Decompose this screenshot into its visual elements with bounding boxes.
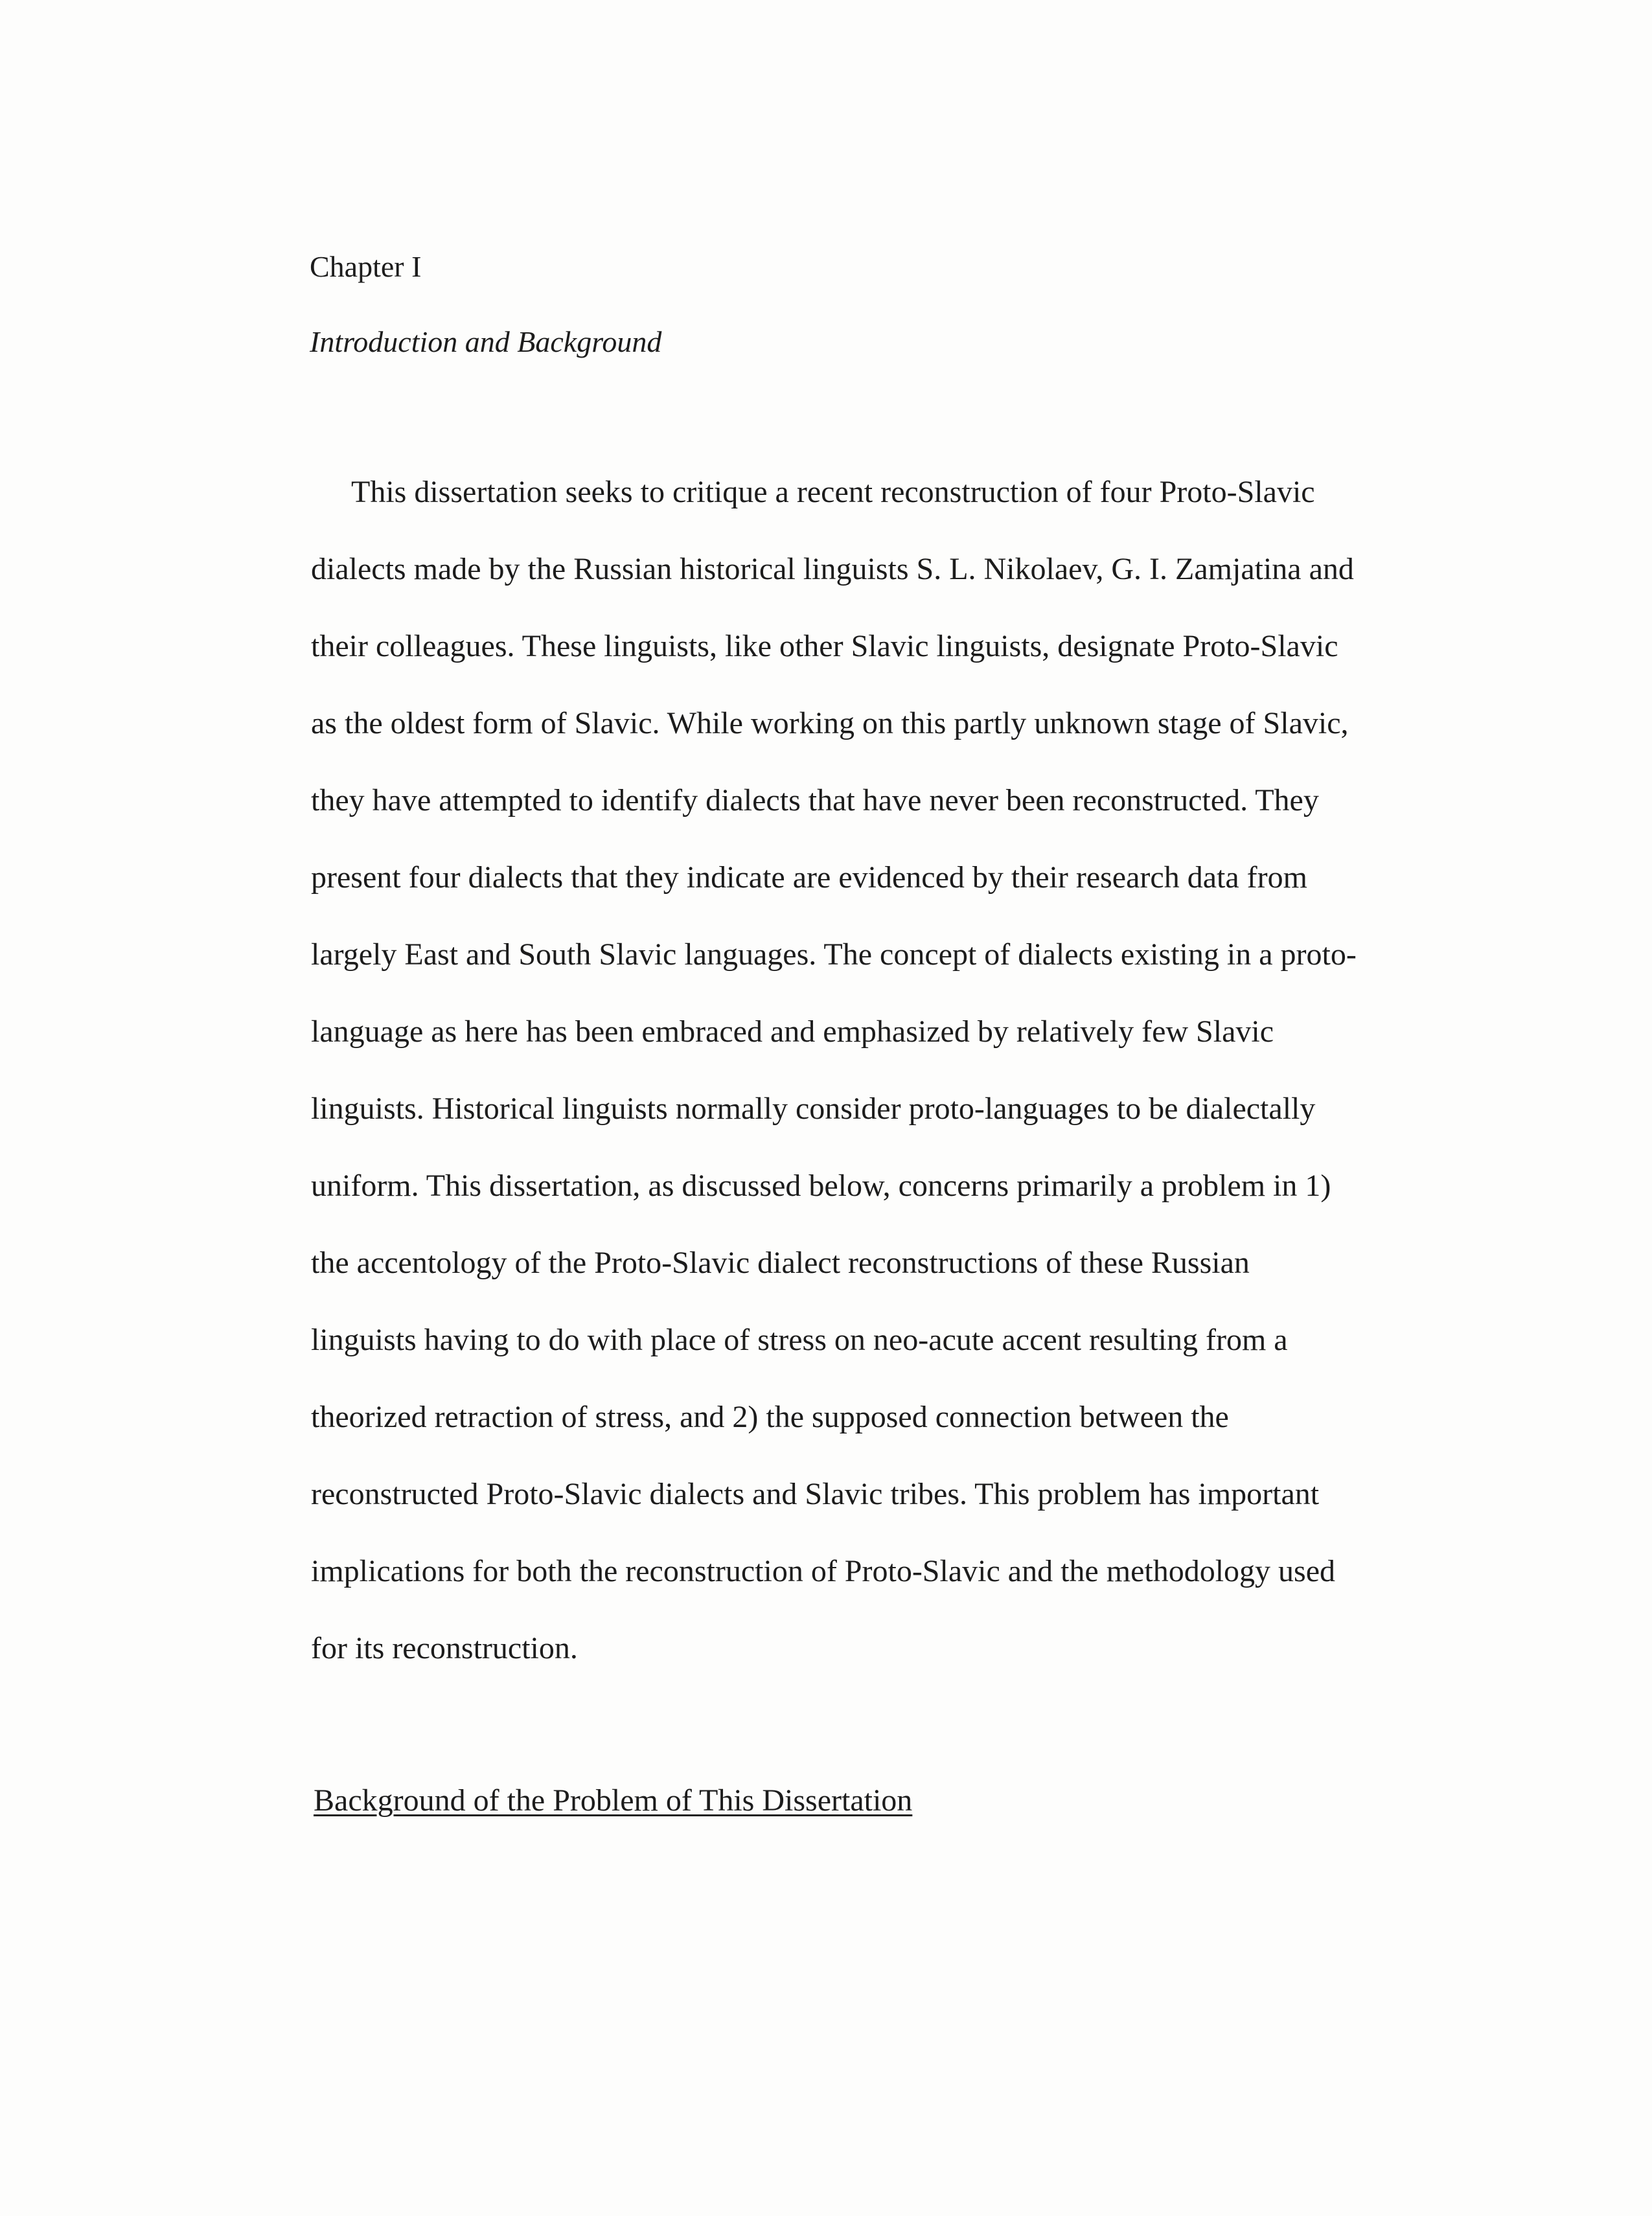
paragraph-line: uniform. This dissertation, as discussed below, concerns primarily a problem in 1) [311, 1169, 1331, 1203]
paragraph-line: as the oldest form of Slavic. While working on this partly unknown stage of Slavic, [311, 706, 1349, 740]
paragraph-line: for its reconstruction. [311, 1631, 578, 1665]
paragraph-line: the accentology of the Proto-Slavic dialect reconstructions of these Russian [311, 1246, 1250, 1280]
paragraph-line: implications for both the reconstruction of Proto-Slavic and the methodology used [311, 1554, 1336, 1588]
paragraph-line: linguists having to do with place of stress on neo-acute accent resulting from a [311, 1323, 1288, 1357]
paragraph-line: linguists. Historical linguists normally consider proto-languages to be dialectally [311, 1091, 1316, 1126]
paragraph-line: theorized retraction of stress, and 2) the supposed connection between the [311, 1400, 1229, 1434]
paragraph-line: dialects made by the Russian historical linguists S. L. Nikolaev, G. I. Zamjatina and [311, 552, 1354, 586]
paragraph-line: reconstructed Proto-Slavic dialects and Slavic tribes. This problem has important [311, 1477, 1320, 1511]
paragraph-line: they have attempted to identify dialects that have never been reconstructed. They [311, 783, 1319, 817]
chapter-label: Chapter I [310, 250, 422, 283]
intro-paragraph [311, 473, 1464, 1706]
paragraph-line: largely East and South Slavic languages. The concept of dialects existing in a proto- [311, 937, 1357, 972]
section-heading: Background of the Problem of This Dissertation [314, 1783, 913, 1818]
chapter-title: Introduction and Background [310, 325, 662, 358]
paragraph-line: their colleagues. These linguists, like other Slavic linguists, designate Proto-Slavic [311, 629, 1338, 663]
paragraph-line: present four dialects that they indicate are evidenced by their research data from [311, 860, 1307, 895]
paragraph-line: language as here has been embraced and emphasized by relatively few Slavic [311, 1014, 1274, 1049]
paragraph-line: This dissertation seeks to critique a recent reconstruction of four Proto-Slavic [351, 475, 1315, 509]
